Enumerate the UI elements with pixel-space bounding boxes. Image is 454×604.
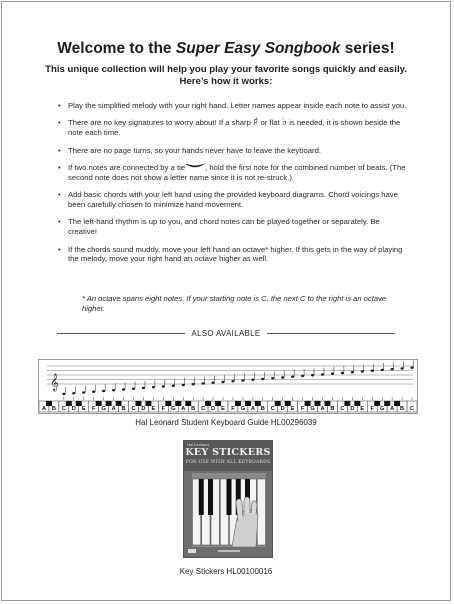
bullet-icon: • (58, 217, 61, 227)
bullet-icon: • (58, 101, 61, 110)
key-letter-label: A (111, 406, 116, 412)
instruction-accidentals-part2: or flat (258, 118, 282, 128)
treble-clef-icon: 𝄞 (50, 373, 59, 391)
note-head (410, 367, 413, 369)
also-available-divider (57, 327, 395, 339)
note-head (162, 385, 165, 387)
key-letter-label: F (231, 406, 235, 412)
bullet-icon: • (58, 244, 61, 254)
songbook-page (1, 1, 451, 601)
key-letter-label: C (61, 406, 66, 412)
title-text-before: Welcome to the (57, 40, 176, 57)
note-head (261, 378, 264, 380)
note-head (321, 373, 324, 375)
list-item (58, 244, 408, 265)
instruction-melody: Play the simplified melody with your right hand. Letter names appear inside each note to assist you. (68, 101, 407, 110)
note-head (172, 385, 175, 387)
cover-black-key (227, 479, 232, 515)
key-stickers-cover (183, 440, 273, 558)
key-letter-label: B (51, 406, 56, 412)
instruction-tie-part2: , hold the first note for the combined number of beats. (The second note does not show a letter name since it is not re-struck.) (68, 162, 406, 182)
tie-icon (185, 163, 205, 169)
key-letter-label: G (380, 406, 385, 412)
cover-keyboard-hand-image (192, 473, 266, 547)
keyboard-guide-image (38, 359, 418, 414)
octave-footnote: * An octave spans eight notes. If your starting note is C, the next C to the right is an octave higher. (82, 294, 387, 313)
list-item (58, 217, 408, 237)
key-letter-label: C (410, 406, 415, 412)
also-available-label: ALSO AVAILABLE (191, 328, 261, 338)
note-head (311, 374, 314, 376)
note-head (331, 373, 334, 375)
note-head (291, 376, 294, 378)
key-letter-label: D (71, 406, 76, 412)
note-head (192, 383, 195, 385)
cover-title: KEY STICKERS (185, 447, 271, 458)
keyboard-guide-caption: Hal Leonard Student Keyboard Guide HL00296039 (135, 418, 317, 427)
note-head (202, 382, 205, 384)
list-item (58, 162, 408, 183)
black-key (215, 401, 221, 406)
instruction-tie-part1: If two notes are connected by a tie (68, 162, 186, 172)
bullet-icon: • (58, 118, 61, 128)
key-letter-label: B (260, 406, 265, 412)
note-head (82, 391, 85, 393)
black-key (285, 401, 291, 406)
key-letter-label: A (181, 406, 186, 412)
note-head (271, 377, 274, 379)
music-staff (47, 366, 413, 384)
key-letter-label: C (131, 406, 136, 412)
instructions-list (58, 101, 408, 272)
title-text-after: series! (340, 40, 395, 57)
key-letter-label: A (41, 406, 46, 412)
cover-publisher-strip (188, 548, 270, 554)
note-head (241, 379, 244, 381)
key-letter-label: D (350, 406, 355, 412)
note-head (142, 387, 145, 389)
bullet-icon: • (58, 162, 61, 172)
instruction-rhythm: The left-hand rhythm is up to you, and chord notes can be played together or separately. Be creative! (68, 217, 380, 237)
note-head (381, 369, 384, 371)
note-head (152, 386, 155, 388)
key-letter-label: C (270, 406, 275, 412)
note-head (62, 393, 65, 395)
key-letter-label: B (121, 406, 126, 412)
key-letter-label: E (221, 406, 225, 412)
note-head (72, 392, 75, 394)
bullet-icon: • (58, 145, 61, 155)
key-letter-label: F (370, 406, 374, 412)
list-item (58, 190, 408, 210)
list-item (58, 115, 408, 138)
sharp-icon: ♯ (253, 115, 259, 129)
note-head (351, 371, 354, 373)
key-letter-label: F (300, 406, 305, 412)
note-head (132, 388, 135, 390)
note-head (102, 390, 105, 392)
page-subtitle: This unique collection will help you play your favorite songs quickly and easily. Here’s how it works: (45, 64, 407, 87)
note-head (281, 376, 284, 378)
key-letter-label: F (161, 406, 166, 412)
note-head (92, 391, 95, 393)
title-series-name: Super Easy Songbook (175, 40, 341, 57)
cover-black-key (208, 479, 213, 515)
instruction-accidentals-part1: There are no key signatures to worry about! If a sharp (68, 118, 254, 128)
key-letter-label: A (250, 406, 255, 412)
key-letter-label: B (400, 406, 405, 412)
staff-notes (62, 361, 413, 400)
key-letter-label: C (201, 406, 206, 412)
key-letter-label: E (290, 406, 295, 412)
note-head (371, 370, 374, 372)
note-head (122, 388, 125, 390)
black-key (145, 401, 151, 406)
flat-icon: ♭ (281, 115, 288, 129)
key-letter-label: A (320, 406, 325, 412)
keyboard-guide-illustration (39, 360, 417, 413)
key-letter-label: G (310, 406, 315, 412)
instruction-accidentals-part3: is needed, it is shown beside the note each time. (68, 118, 401, 138)
cover-black-key (199, 479, 204, 515)
divider-line-left (57, 333, 185, 334)
key-letter-label: B (191, 406, 196, 412)
key-letter-label: C (340, 406, 345, 412)
page-title (2, 40, 450, 58)
key-letter-label: F (91, 406, 96, 412)
note-head (182, 384, 185, 386)
divider-line-right (267, 333, 395, 334)
key-letter-label: D (211, 406, 216, 412)
note-head (231, 380, 234, 382)
key-letter-label: E (360, 406, 365, 412)
list-item (58, 145, 408, 156)
note-head (341, 372, 344, 374)
cover-brand: Hal Leonard (187, 442, 209, 447)
key-letter-label: E (81, 406, 86, 412)
instruction-octave: If the chords sound muddy, move your left hand an octave* higher. If this gets in the way of playing the melody, move your right hand an octave higher as well. (68, 244, 403, 264)
note-head (301, 375, 304, 377)
key-letter-label: A (390, 406, 395, 412)
cover-white-key (257, 479, 265, 545)
key-letter-label: D (141, 406, 146, 412)
instruction-chords: Add basic chords with your left hand using the provided keyboard diagrams. Chord voicings have been carefully chosen to minimize hand movement. (68, 190, 398, 209)
cover-subtitle: FOR USE WITH ALL KEYBOARDS (185, 460, 271, 465)
note-head (391, 368, 394, 370)
note-head (251, 379, 254, 381)
instruction-page-turns: There are no page turns, so your hands never have to leave the keyboard. (68, 145, 321, 155)
black-key (354, 401, 360, 406)
note-head (400, 367, 403, 369)
key-letter-label: G (171, 406, 176, 412)
key-letter-label: B (330, 406, 335, 412)
note-head (221, 381, 224, 383)
key-letter-label: E (151, 406, 156, 412)
note-head (361, 370, 364, 372)
key-letter-label: G (101, 406, 106, 412)
black-key (76, 401, 82, 406)
list-item (58, 101, 408, 111)
key-letter-label: G (240, 406, 246, 412)
key-stickers-caption: Key Stickers HL00100016 (179, 567, 273, 576)
note-head (112, 389, 115, 391)
note-head (211, 382, 214, 384)
bullet-icon: • (58, 190, 61, 200)
key-letter-label: D (280, 406, 285, 412)
